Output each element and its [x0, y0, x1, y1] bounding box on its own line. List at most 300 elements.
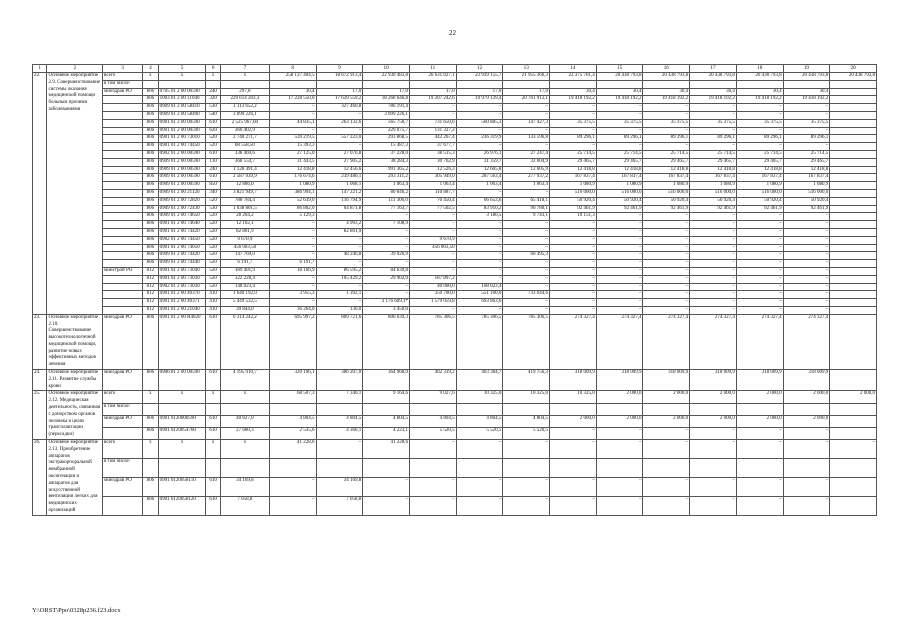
table-cell: 84 639,8: [363, 267, 410, 275]
table-cell: 2 740 271,7: [220, 135, 269, 143]
page-number: 22: [449, 29, 456, 37]
table-cell: 610: [206, 415, 220, 427]
table-cell: 12 526,3: [409, 166, 456, 174]
responsible-executor: [103, 213, 143, 221]
table-cell: –: [409, 104, 456, 112]
table-cell: [830, 166, 877, 174]
table-cell: 40 827,0: [220, 415, 269, 427]
table-cell: [643, 458, 690, 477]
table-cell: 25 714,5: [550, 150, 597, 158]
column-number-header: 6: [206, 65, 220, 73]
table-cell: [783, 403, 830, 415]
table-cell: 27 247,4: [503, 150, 550, 158]
table-cell: 2 000,0: [643, 391, 690, 403]
column-number-header: 11: [409, 65, 456, 73]
table-cell: –: [269, 244, 316, 252]
table-cell: [158, 403, 206, 415]
table-cell: 806: [143, 104, 159, 112]
table-cell: –: [736, 477, 783, 496]
table-cell: [456, 403, 503, 415]
table-cell: –: [643, 252, 690, 260]
table-cell: –: [643, 221, 690, 229]
table-cell: [456, 458, 503, 477]
table-cell: 25 714,5: [643, 150, 690, 158]
table-cell: 806: [143, 158, 159, 166]
footer-path: Y:\ORST\Ppo\0328p236.f23.docx: [32, 607, 121, 614]
table-cell: 1 068,1: [316, 182, 363, 190]
column-number-header: 18: [736, 65, 783, 73]
table-cell: –: [690, 236, 737, 244]
table-cell: –: [363, 244, 410, 252]
table-cell: –: [643, 143, 690, 151]
table-cell: 22 375 701,4: [550, 73, 597, 81]
table-cell: –: [409, 267, 456, 275]
table-cell: –: [550, 440, 597, 459]
table-cell: 12 418,8: [690, 166, 737, 174]
table-cell: 27 905,2: [316, 158, 363, 166]
table-cell: –: [783, 306, 830, 314]
table-cell: –: [783, 104, 830, 112]
table-cell: –: [690, 283, 737, 291]
table-cell: 4 804,5: [363, 415, 410, 427]
table-cell: –: [550, 275, 597, 283]
table-cell: 610: [206, 119, 220, 127]
table-cell: –: [456, 189, 503, 197]
table-cell: 0901 01 2 00 73040: [158, 267, 206, 275]
table-cell: –: [783, 496, 830, 515]
table-cell: [783, 80, 830, 88]
table-row: [33, 111, 877, 119]
table-cell: 0902 01 2 00 73030: [158, 283, 206, 291]
table-cell: [830, 104, 877, 112]
table-cell: 82 801,9: [316, 228, 363, 236]
table-cell: –: [596, 440, 643, 459]
responsible-executor: [103, 150, 143, 158]
table-cell: 318 009,9: [783, 370, 830, 391]
table-cell: –: [736, 236, 783, 244]
table-cell: 274 327,4: [783, 314, 830, 369]
table-cell: 806: [143, 252, 159, 260]
table-cell: 520: [206, 252, 220, 260]
table-cell: [550, 403, 597, 415]
table-cell: –: [503, 236, 550, 244]
header-row: [33, 65, 877, 73]
table-cell: x: [220, 391, 269, 403]
table-cell: –: [783, 213, 830, 221]
table-cell: –: [596, 111, 643, 119]
table-cell: x: [206, 73, 220, 81]
table-cell: 812: [143, 291, 159, 299]
table-cell: –: [456, 236, 503, 244]
table-cell: 133 596,8: [503, 135, 550, 143]
table-cell: 806: [143, 182, 159, 190]
table-cell: 812: [143, 299, 159, 307]
table-cell: –: [456, 267, 503, 275]
table-cell: 806: [143, 150, 159, 158]
table-cell: [830, 228, 877, 236]
table-cell: 1 640 192,0: [220, 291, 269, 299]
entry-name: Основное мероприятие 2.9. Совершенствование системы оказания медицинской помощи больным прочими заболеваниями: [47, 73, 103, 315]
table-cell: 27 680,3: [220, 427, 269, 439]
table-cell: 10 325,0: [503, 391, 550, 403]
table-cell: [830, 496, 877, 515]
column-number-header: 9: [316, 65, 363, 73]
table-cell: –: [643, 291, 690, 299]
table-cell: 130,0: [316, 306, 363, 314]
table-cell: 25 714,5: [736, 150, 783, 158]
table-cell: 540: [206, 111, 220, 119]
table-cell: [206, 403, 220, 415]
responsible-executor: [103, 252, 143, 260]
table-cell: 17,0: [409, 88, 456, 96]
table-cell: 9 743,1: [503, 213, 550, 221]
table-cell: 12 456,6: [316, 166, 363, 174]
table-cell: –: [550, 104, 597, 112]
table-cell: –: [736, 143, 783, 151]
table-cell: 60 495,3: [503, 252, 550, 260]
table-cell: 516 000,0: [550, 189, 597, 197]
table-cell: 0909 01 2 00 74650: [158, 213, 206, 221]
table-cell: 2 000,0: [736, 391, 783, 403]
table-cell: –: [363, 283, 410, 291]
table-cell: –: [269, 299, 316, 307]
table-cell: –: [736, 306, 783, 314]
table-cell: 105 429,2: [316, 275, 363, 283]
table-cell: 287 563,4: [456, 174, 503, 182]
table-row: [33, 299, 877, 307]
table-cell: 17 228 550,0: [269, 96, 316, 104]
entry-number: 24.: [33, 370, 47, 391]
table-row: [33, 80, 877, 88]
table-cell: 31 443,5: [269, 158, 316, 166]
table-cell: 274 327,4: [643, 314, 690, 369]
table-row: [33, 496, 877, 515]
table-cell: –: [783, 236, 830, 244]
table-cell: 12 418,8: [643, 166, 690, 174]
table-cell: –: [690, 111, 737, 119]
responsible-executor: [103, 111, 143, 119]
table-cell: –: [830, 440, 877, 459]
table-cell: –: [690, 427, 737, 439]
table-cell: 12 418,8: [269, 166, 316, 174]
column-number-header: 5: [158, 65, 206, 73]
table-cell: –: [363, 228, 410, 236]
table-cell: –: [363, 260, 410, 268]
table-cell: [269, 403, 316, 415]
table-cell: –: [503, 221, 550, 229]
table-cell: 18 166,9: [269, 267, 316, 275]
table-cell: 785 306,5: [456, 314, 503, 369]
table-cell: –: [316, 299, 363, 307]
responsible-executor: [103, 197, 143, 205]
table-cell: 19 418 192,2: [783, 96, 830, 104]
table-cell: [830, 80, 877, 88]
table-cell: –: [503, 440, 550, 459]
table-cell: –: [550, 427, 597, 439]
table-cell: –: [503, 127, 550, 135]
table-cell: –: [550, 244, 597, 252]
table-cell: –: [269, 496, 316, 515]
table-cell: –: [409, 477, 456, 496]
table-row: [33, 275, 877, 283]
table-cell: –: [783, 111, 830, 119]
table-cell: 167 837,4: [690, 174, 737, 182]
table-cell: [503, 403, 550, 415]
table-cell: –: [690, 260, 737, 268]
table-cell: 806: [143, 88, 159, 96]
table-cell: 610: [206, 477, 220, 496]
table-cell: –: [269, 252, 316, 260]
table-cell: [409, 403, 456, 415]
table-cell: –: [736, 427, 783, 439]
table-row: [33, 228, 877, 236]
table-cell: [596, 458, 643, 477]
table-cell: 1 063,4: [456, 182, 503, 190]
table-cell: 27 125,0: [269, 150, 316, 158]
table-cell: –: [456, 104, 503, 112]
table-cell: [830, 267, 877, 275]
table-cell: 92 461,9: [643, 205, 690, 213]
table-cell: [363, 80, 410, 88]
table-row: [33, 189, 877, 197]
table-cell: –: [643, 427, 690, 439]
responsible-executor: [103, 205, 143, 213]
table-cell: 35 375,5: [690, 119, 737, 127]
responsible-executor: [103, 244, 143, 252]
table-cell: 364 968,0: [363, 370, 410, 391]
table-cell: –: [316, 260, 363, 268]
table-cell: 610: [206, 314, 220, 369]
table-cell: 0902 01 2 00 00590: [158, 150, 206, 158]
table-cell: –: [783, 427, 830, 439]
table-cell: –: [550, 221, 597, 229]
table-cell: –: [643, 244, 690, 252]
responsible-executor: [103, 96, 143, 104]
table-cell: 0901 01 2 00 00590: [158, 127, 206, 135]
table-cell: [830, 236, 877, 244]
table-cell: 12 418,8: [550, 166, 597, 174]
table-cell: –: [550, 299, 597, 307]
table-cell: 25 714,5: [690, 150, 737, 158]
entry-name: Основное мероприятие 2.13. Приобретение аппаратов экстракорпоральной мембранной оксигенации и аппаратов для искусственной вентиляции легких для медицинских организаций: [47, 440, 103, 516]
table-cell: 167 837,4: [643, 174, 690, 182]
table-cell: 551 100,0: [456, 291, 503, 299]
column-number-header: 10: [363, 65, 410, 73]
table-cell: 991 365,2: [363, 166, 410, 174]
table-cell: –: [643, 127, 690, 135]
table-cell: 520: [206, 135, 220, 143]
table-cell: –: [596, 477, 643, 496]
table-cell: 812: [143, 267, 159, 275]
table-cell: –: [550, 143, 597, 151]
table-cell: –: [550, 236, 597, 244]
table-cell: –: [783, 283, 830, 291]
table-cell: 38 515,3: [409, 150, 456, 158]
table-cell: 3 955,3: [269, 291, 316, 299]
table-row: [33, 96, 877, 104]
table-cell: [456, 80, 503, 88]
table-cell: x: [206, 391, 220, 403]
table-cell: –: [690, 306, 737, 314]
table-cell: –: [690, 299, 737, 307]
column-number-header: 14: [550, 65, 597, 73]
responsible-executor: [103, 189, 143, 197]
table-cell: [736, 403, 783, 415]
column-number-header: 15: [596, 65, 643, 73]
responsible-executor: минстрой РО: [103, 267, 143, 275]
table-cell: [143, 458, 159, 477]
table-cell: 0901 01 2 00 74420: [158, 228, 206, 236]
table-row: [33, 283, 877, 291]
responsible-executor: в том числе:: [103, 80, 143, 88]
table-cell: 19 418 192,2: [690, 96, 737, 104]
table-cell: 110 887,7: [409, 189, 456, 197]
table-cell: [269, 80, 316, 88]
table-cell: [143, 403, 159, 415]
table-cell: –: [783, 252, 830, 260]
table-cell: [736, 80, 783, 88]
table-cell: [830, 370, 877, 391]
table-cell: [830, 477, 877, 496]
table-cell: 35 375,5: [596, 119, 643, 127]
table-cell: 4 804,5: [409, 415, 456, 427]
table-cell: 187 897,2: [409, 275, 456, 283]
table-cell: –: [456, 496, 503, 515]
table-cell: –: [550, 496, 597, 515]
table-cell: 0901 0120058120: [158, 496, 206, 515]
table-cell: 1 080,9: [550, 182, 597, 190]
table-cell: [363, 403, 410, 415]
table-cell: –: [783, 221, 830, 229]
table-cell: 1003 01 2 00 11040: [158, 96, 206, 104]
table-cell: 350 700,0: [409, 291, 456, 299]
table-cell: 37 677,7: [409, 143, 456, 151]
table-cell: [409, 80, 456, 88]
table-cell: 0705 01 2 00 00590: [158, 88, 206, 96]
table-cell: 147 221,2: [316, 189, 363, 197]
table-cell: 148 023,4: [220, 283, 269, 291]
table-cell: 1 063,4: [503, 182, 550, 190]
table-cell: 806: [143, 427, 159, 439]
table-cell: 10 151,3: [550, 213, 597, 221]
table-cell: 22 939 155,7: [456, 73, 503, 81]
table-cell: –: [783, 291, 830, 299]
table-cell: 167 837,4: [736, 174, 783, 182]
table-cell: [830, 213, 877, 221]
table-cell: 17,0: [363, 88, 410, 96]
responsible-executor: [103, 236, 143, 244]
table-cell: –: [550, 477, 597, 496]
table-cell: 788 784,4: [220, 197, 269, 205]
table-cell: –: [269, 111, 316, 119]
table-cell: 565 758,7: [363, 119, 410, 127]
table-row: [33, 314, 877, 369]
table-cell: 806: [143, 213, 159, 221]
table-cell: –: [503, 275, 550, 283]
table-cell: 2 000,0: [783, 391, 830, 403]
column-number-header: 13: [503, 65, 550, 73]
table-cell: 89 296,1: [550, 135, 597, 143]
entry-number: 26.: [33, 440, 47, 516]
table-row: [33, 158, 877, 166]
table-cell: –: [736, 104, 783, 112]
table-cell: [830, 427, 877, 439]
responsible-executor: [103, 127, 143, 135]
table-cell: 5 520,5: [409, 427, 456, 439]
table-cell: 30,4: [643, 88, 690, 96]
table-cell: x: [206, 440, 220, 459]
table-cell: –: [269, 236, 316, 244]
table-cell: –: [503, 477, 550, 496]
table-cell: 419 756,3: [503, 370, 550, 391]
table-cell: –: [690, 221, 737, 229]
table-cell: 50 920,4: [783, 197, 830, 205]
table-cell: –: [596, 306, 643, 314]
table-cell: 25 714,5: [783, 150, 830, 158]
table-cell: 1 080,9: [736, 182, 783, 190]
table-cell: –: [596, 104, 643, 112]
table-cell: –: [736, 221, 783, 229]
responsible-executor: минздрав РО: [103, 88, 143, 96]
table-cell: 1 080,9: [596, 182, 643, 190]
table-cell: 0901 01 2 00 73030: [158, 275, 206, 283]
table-cell: 12 102,1: [220, 221, 269, 229]
table-cell: 30,4: [783, 88, 830, 96]
table-cell: [550, 80, 597, 88]
table-cell: –: [503, 111, 550, 119]
table-cell: [830, 291, 877, 299]
table-row: [33, 88, 877, 96]
table-cell: 2 525 967,60: [220, 119, 269, 127]
table-cell: 516 000,0: [690, 189, 737, 197]
table-cell: 0902 01 2 00 74450: [158, 236, 206, 244]
entry-number: 22.: [33, 73, 47, 315]
table-cell: 442 267,4: [409, 135, 456, 143]
table-cell: x: [143, 440, 159, 459]
responsible-executor: [103, 299, 143, 307]
table-cell: 30,4: [690, 88, 737, 96]
table-cell: 6 191,7: [269, 260, 316, 268]
table-cell: –: [643, 275, 690, 283]
table-cell: 17 639 559,2: [316, 96, 363, 104]
table-cell: 4 360,1: [316, 427, 363, 439]
table-cell: 70 450,4: [409, 197, 456, 205]
entry-name: Основное мероприятие 2.11. Развитие службы крови: [47, 370, 103, 391]
table-cell: 111 306,0: [363, 197, 410, 205]
table-cell: 20 438 793,8: [643, 73, 690, 81]
table-cell: –: [643, 283, 690, 291]
table-cell: –: [596, 143, 643, 151]
table-cell: –: [550, 252, 597, 260]
table-cell: [550, 458, 597, 477]
table-cell: [736, 458, 783, 477]
table-cell: 327 460,8: [316, 104, 363, 112]
table-cell: 89 296,1: [690, 135, 737, 143]
table-cell: [643, 80, 690, 88]
table-cell: –: [596, 299, 643, 307]
table-cell: x: [158, 391, 206, 403]
table-row: [33, 135, 877, 143]
table-cell: 12 605,9: [503, 166, 550, 174]
table-cell: 360 402,9: [220, 127, 269, 135]
table-row: [33, 244, 877, 252]
table-cell: 41 228,6: [363, 440, 410, 459]
table-cell: 167 837,4: [783, 174, 830, 182]
table-cell: –: [643, 299, 690, 307]
table-cell: 0906 01 2 00 00590: [158, 370, 206, 391]
table-cell: 77 163,7: [363, 205, 410, 213]
table-cell: 806: [143, 119, 159, 127]
